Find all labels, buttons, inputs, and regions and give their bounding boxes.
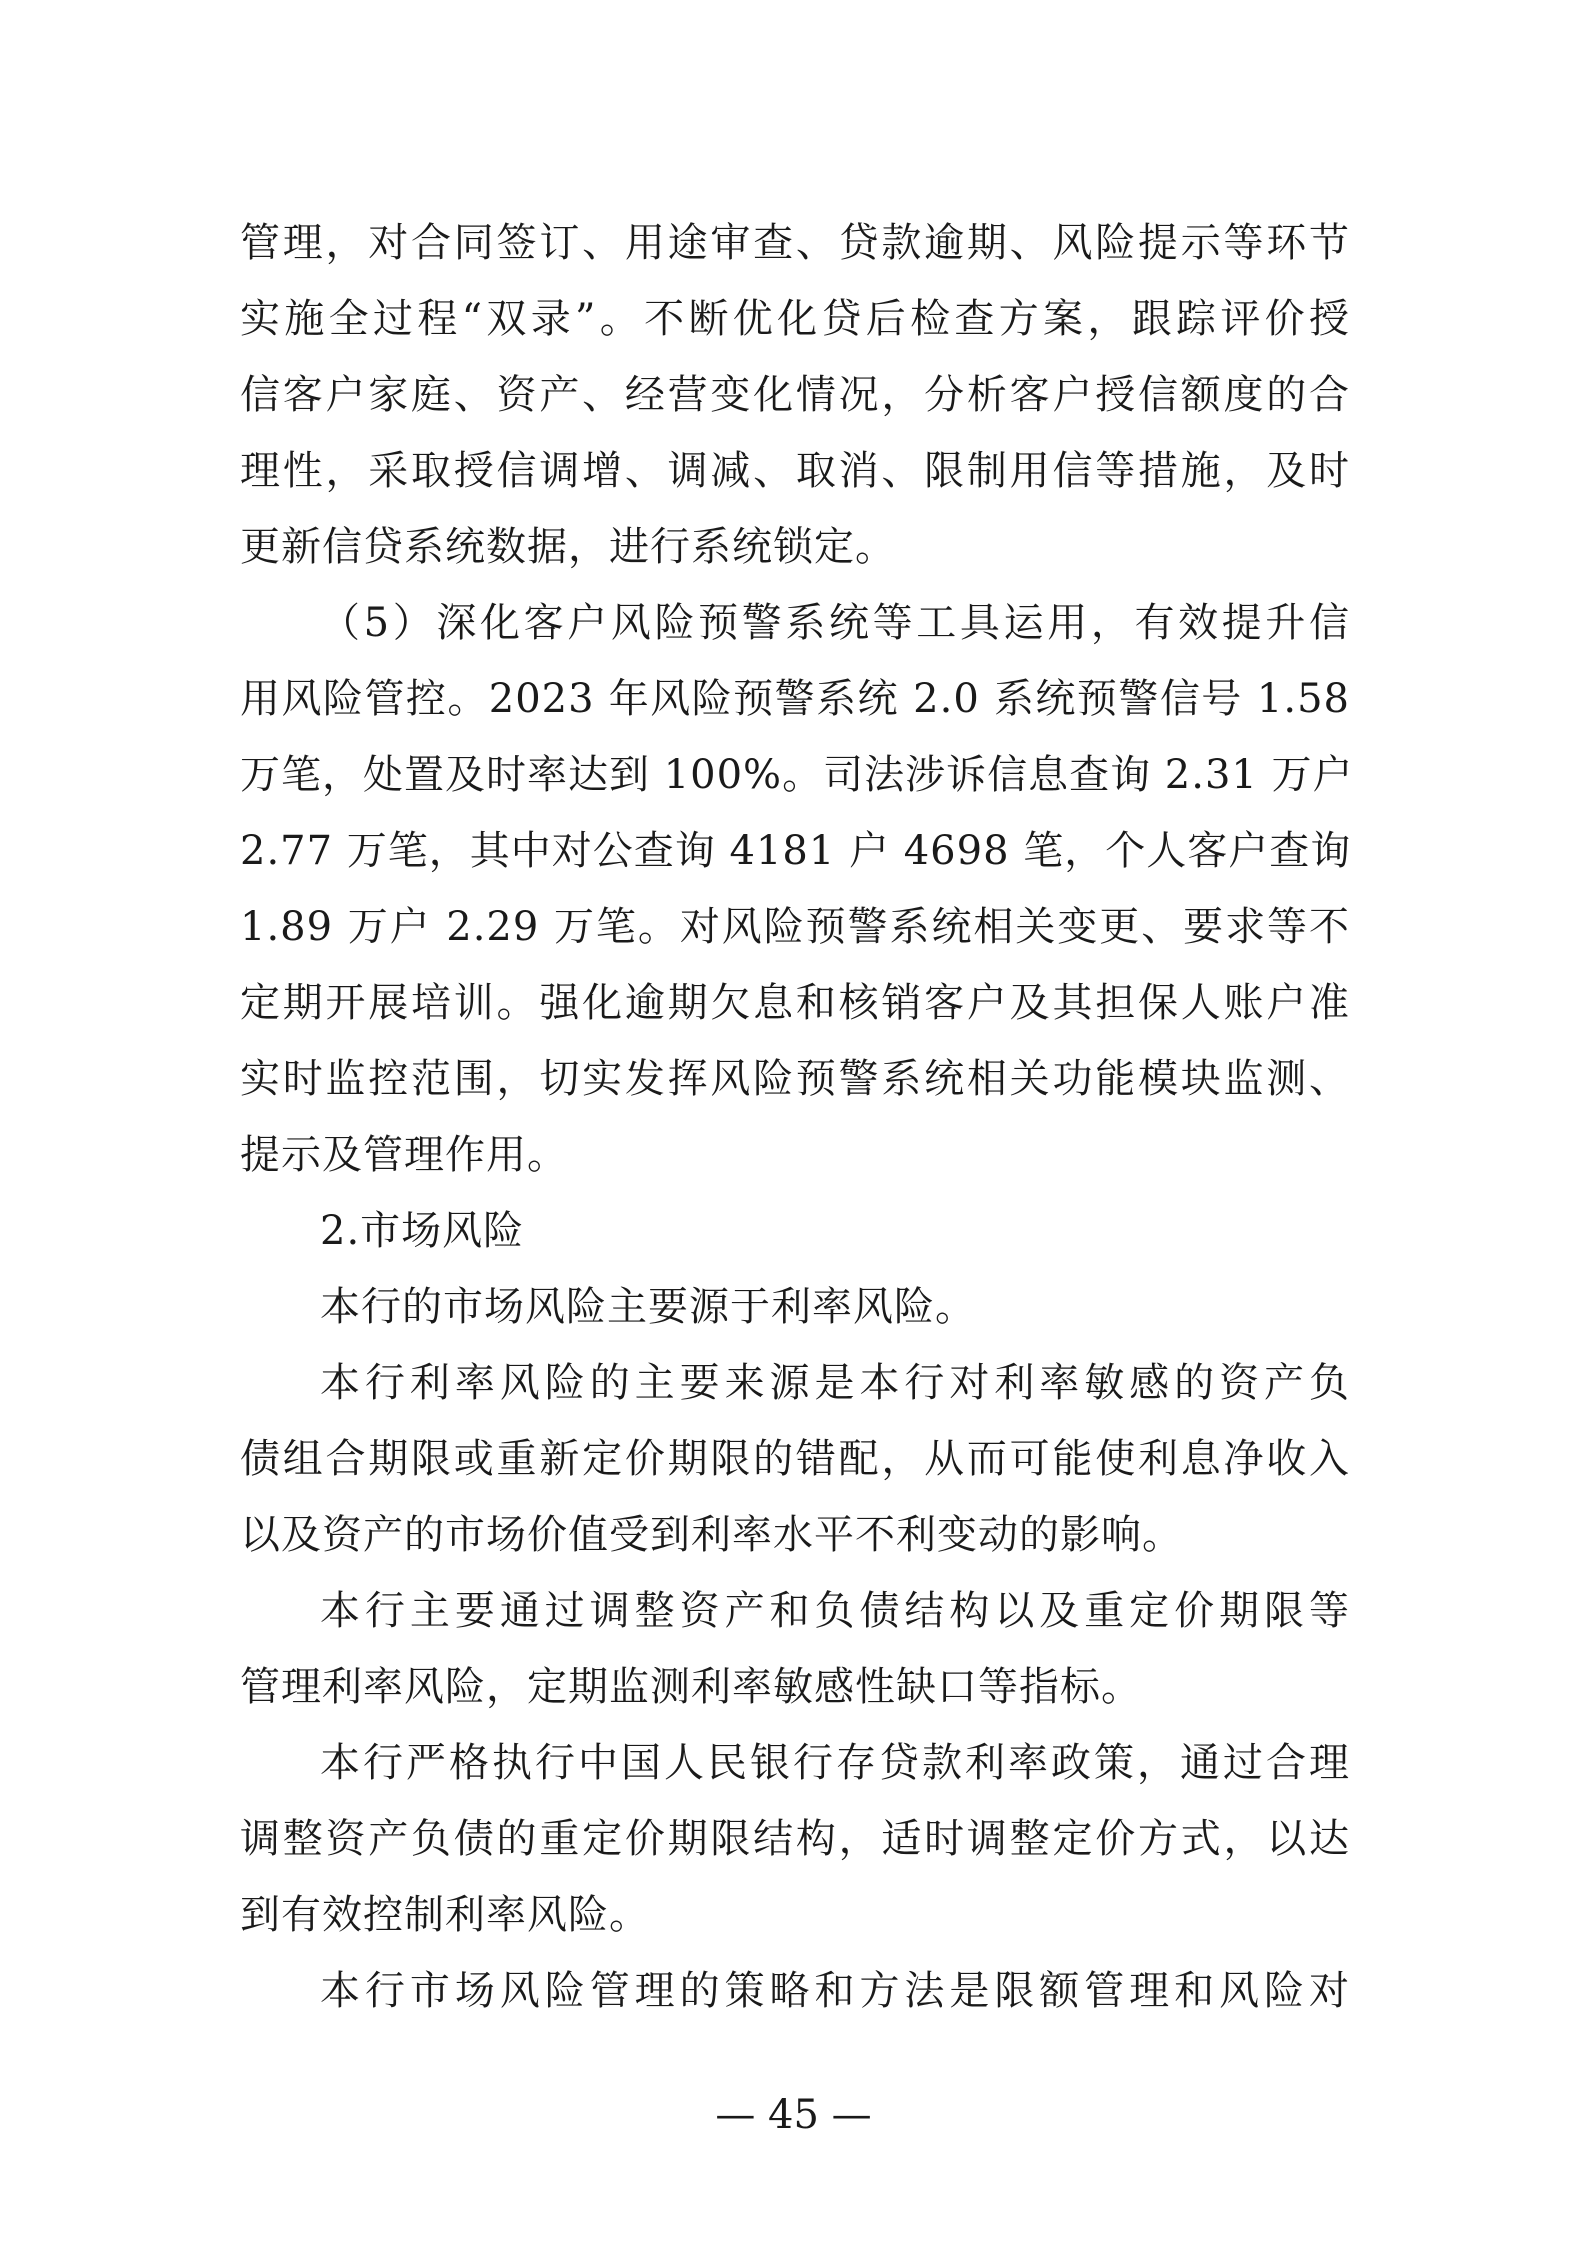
text-line: 实时监控范围，切实发挥风险预警系统相关功能模块监测、 — [240, 1056, 1350, 1102]
paragraph — [240, 1269, 1350, 1345]
text-line: 定期开展培训。强化逾期欠息和核销客户及其担保人账户准 — [240, 980, 1350, 1026]
text-line: 理性，采取授信调增、调减、取消、限制用信等措施，及时 — [240, 448, 1350, 494]
text-line: 2.77 万笔，其中对公查询 4181 户 4698 笔，个人客户查询 — [240, 828, 1352, 874]
text-line: 用风险管控。2023 年风险预警系统 2.0 系统预警信号 1.58 — [240, 676, 1350, 722]
text-line: （5）深化客户风险预警系统等工具运用，有效提升信 — [320, 600, 1350, 646]
paragraph — [240, 1953, 1350, 2029]
section-heading — [240, 1193, 1350, 1269]
text-line: 债组合期限或重新定价期限的错配，从而可能使利息净收入 — [240, 1436, 1350, 1482]
paragraph — [240, 1573, 1350, 1725]
text-line: 本行市场风险管理的策略和方法是限额管理和风险对 — [320, 1968, 1350, 2014]
text-line: 实施全过程“双录”。不断优化贷后检查方案，跟踪评价授 — [240, 296, 1350, 342]
text-line: 本行利率风险的主要来源是本行对利率敏感的资产负 — [320, 1360, 1350, 1406]
text-line: 以及资产的市场价值受到利率水平不利变动的影响。 — [240, 1512, 1183, 1558]
text-line: 到有效控制利率风险。 — [240, 1892, 650, 1938]
paragraph — [240, 585, 1354, 1193]
section-heading-text: 2.市场风险 — [320, 1208, 525, 1254]
paragraph — [240, 1345, 1350, 1573]
text-line: 提示及管理作用。 — [240, 1132, 568, 1178]
text-line: 本行的市场风险主要源于利率风险。 — [320, 1284, 976, 1330]
paragraph — [240, 1725, 1350, 1953]
body-text — [240, 205, 1354, 2029]
text-line: 万笔，处置及时率达到 100%。司法涉诉信息查询 2.31 万户 — [240, 752, 1354, 798]
text-line: 管理，对合同签订、用途审查、贷款逾期、风险提示等环节 — [240, 220, 1350, 266]
text-line: 本行主要通过调整资产和负债结构以及重定价期限等 — [320, 1588, 1350, 1634]
text-line: 更新信贷系统数据，进行系统锁定。 — [240, 524, 896, 570]
page-number: — 45 — — [715, 2092, 872, 2138]
text-line: 1.89 万户 2.29 万笔。对风险预警系统相关变更、要求等不 — [240, 904, 1350, 950]
text-line: 信客户家庭、资产、经营变化情况，分析客户授信额度的合 — [240, 372, 1350, 418]
text-line: 本行严格执行中国人民银行存贷款利率政策，通过合理 — [320, 1740, 1350, 1786]
text-line: 调整资产负债的重定价期限结构，适时调整定价方式，以达 — [240, 1816, 1350, 1862]
paragraph — [240, 205, 1350, 585]
text-line: 管理利率风险，定期监测利率敏感性缺口等指标。 — [240, 1664, 1142, 1710]
